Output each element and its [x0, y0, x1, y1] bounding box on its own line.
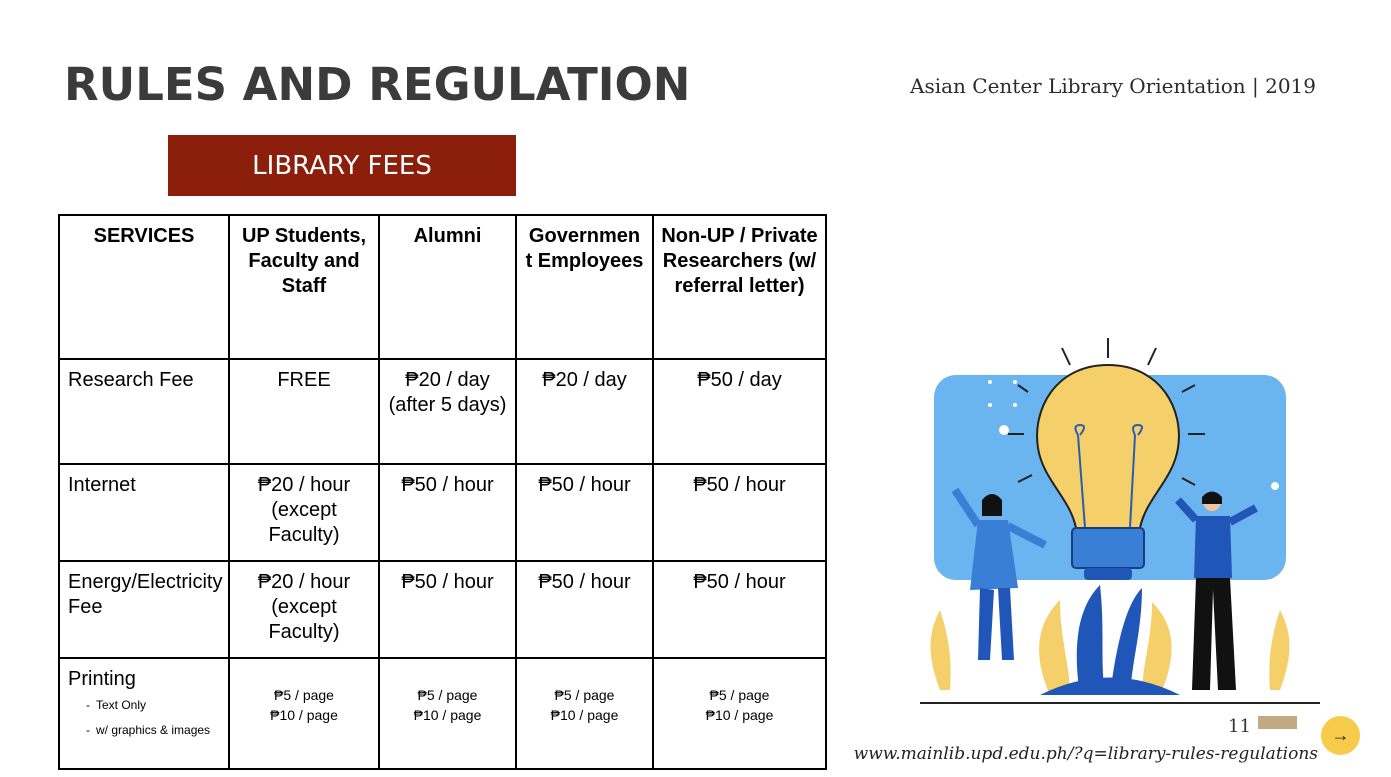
fee-cell: ₱50 / hour	[379, 561, 516, 658]
table-row	[59, 658, 826, 769]
fee-cell: ₱20 / day (after 5 days)	[379, 359, 516, 464]
service-cell: Internet	[59, 464, 229, 561]
library-fees-table	[58, 214, 827, 770]
printing-sub-item: - w/ graphics & images	[86, 723, 211, 737]
fee-cell: ₱50 / hour	[653, 561, 826, 658]
fee-cell: ₱20 / hour (except Faculty)	[229, 464, 379, 561]
header-non-up: Non-UP / Private Researchers (w/ referral letter)	[653, 215, 826, 359]
fee-cell: ₱50 / hour	[653, 464, 826, 561]
printing-label: Printing	[68, 668, 136, 690]
printing-sub-item: - Text Only	[86, 698, 147, 712]
library-fees-banner: LIBRARY FEES	[168, 135, 516, 196]
header-government: Governmen t Employees	[516, 215, 653, 359]
fee-cell: FREE	[229, 359, 379, 464]
table-row	[59, 359, 826, 464]
table-header-row	[59, 215, 826, 359]
fee-cell: ₱50 / hour	[516, 464, 653, 561]
fee-cell: ₱5 / page ₱10 / page	[229, 658, 379, 769]
fee-cell: ₱5 / page ₱10 / page	[516, 658, 653, 769]
source-url: www.mainlib.upd.edu.ph/?q=library-rules-regulations	[853, 744, 1318, 764]
fee-cell: ₱50 / day	[653, 359, 826, 464]
fee-cell: ₱5 / page ₱10 / page	[653, 658, 826, 769]
page-number: 11	[1228, 716, 1251, 737]
table-row	[59, 561, 826, 658]
header-services: SERVICES	[59, 215, 229, 359]
header-alumni: Alumni	[379, 215, 516, 359]
fee-cell: ₱50 / hour	[379, 464, 516, 561]
service-cell: Energy/Electricity Fee	[59, 561, 229, 658]
header-up-students: UP Students, Faculty and Staff	[229, 215, 379, 359]
table-row	[59, 464, 826, 561]
header-subtitle: Asian Center Library Orientation | 2019	[910, 74, 1316, 98]
next-arrow-icon[interactable]: →	[1321, 716, 1360, 755]
fee-cell: ₱5 / page ₱10 / page	[379, 658, 516, 769]
service-cell: Research Fee	[59, 359, 229, 464]
service-cell	[59, 658, 229, 769]
decorative-bar	[1258, 716, 1297, 729]
fee-cell: ₱50 / hour	[516, 561, 653, 658]
lightbulb-people-illustration	[920, 330, 1320, 710]
page-title: RULES AND REGULATION	[64, 58, 691, 111]
fee-cell: ₱20 / day	[516, 359, 653, 464]
fee-cell: ₱20 / hour (except Faculty)	[229, 561, 379, 658]
